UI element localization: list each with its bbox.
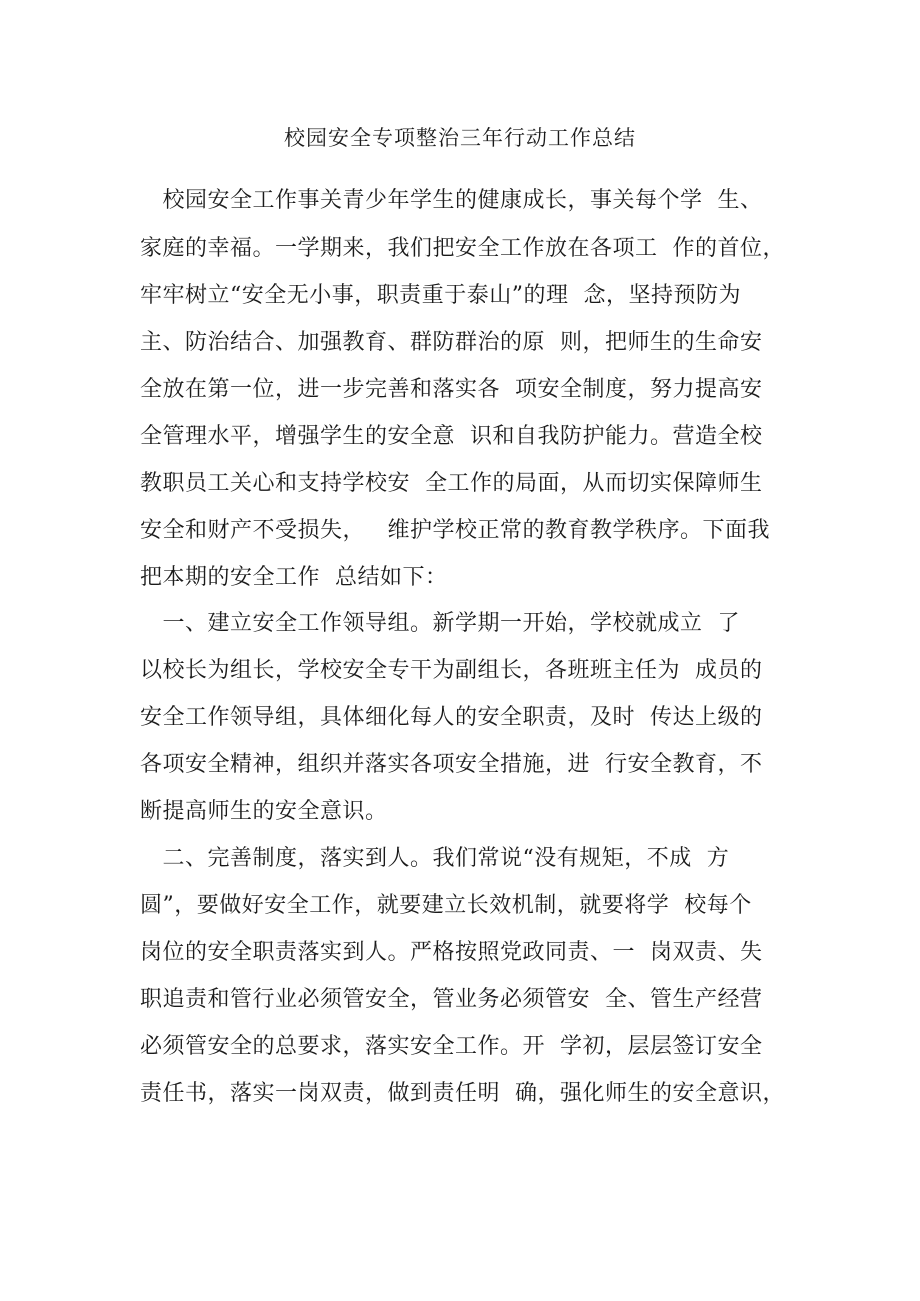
body-line: 校园安全工作事关青少年学生的健康成长，事关每个学 生、 <box>140 188 763 213</box>
document-title: 校园安全专项整治三年行动工作总结 <box>284 126 636 150</box>
body-line: 二、完善制度，落实到人。我们常说“没有规矩，不成 方 <box>140 846 730 871</box>
body-line: 家庭的幸福。一学期来，我们把安全工作放在各项工 作的首位， <box>140 236 785 261</box>
body-line: 必须管安全的总要求，落实安全工作。开 学初，层层签订安全 <box>140 1034 763 1059</box>
body-line: 责任书，落实一岗双责，做到责任明 确，强化师生的安全意识， <box>140 1081 785 1106</box>
body-line: 安全工作领导组，具体细化每人的安全职责，及时 传达上级的 <box>140 705 763 730</box>
body-line: 教职员工关心和支持学校安 全工作的局面，从而切实保障师生 <box>140 471 763 496</box>
body-line: 主、防治结合、加强教育、群防群治的原 则，把师生的生命安 <box>140 330 763 355</box>
body-line: 各项安全精神，组织并落实各项安全措施，进 行安全教育，不 <box>140 752 763 777</box>
body-line: 岗位的安全职责落实到人。严格按照党政同责、一 岗双责、失 <box>140 940 763 965</box>
body-line: 以校长为组长，学校安全专干为副组长，各班班主任为 成员的 <box>140 658 763 683</box>
body-line: 把本期的安全工作 总结如下： <box>140 565 448 590</box>
body-line: 牢牢树立“安全无小事，职责重于泰山”的理 念，坚持预防为 <box>140 283 741 308</box>
body-line: 全放在第一位，进一步完善和落实各 项安全制度，努力提高安 <box>140 377 763 402</box>
body-line: 安全和财产不受损失， 维护学校正常的教育教学秩序。下面我 <box>140 518 770 543</box>
body-line: 全管理水平，增强学生的安全意 识和自我防护能力。营造全校 <box>140 424 763 449</box>
body-line: 圆”，要做好安全工作，就要建立长效机制，就要将学 校每个 <box>140 893 752 918</box>
body-line: 断提高师生的安全意识。 <box>140 799 388 824</box>
body-line: 一、建立安全工作领导组。新学期一开始，学校就成立 了 <box>140 611 740 636</box>
body-line: 职追责和管行业必须管安全，管业务必须管安 全、管生产经营 <box>140 987 763 1012</box>
